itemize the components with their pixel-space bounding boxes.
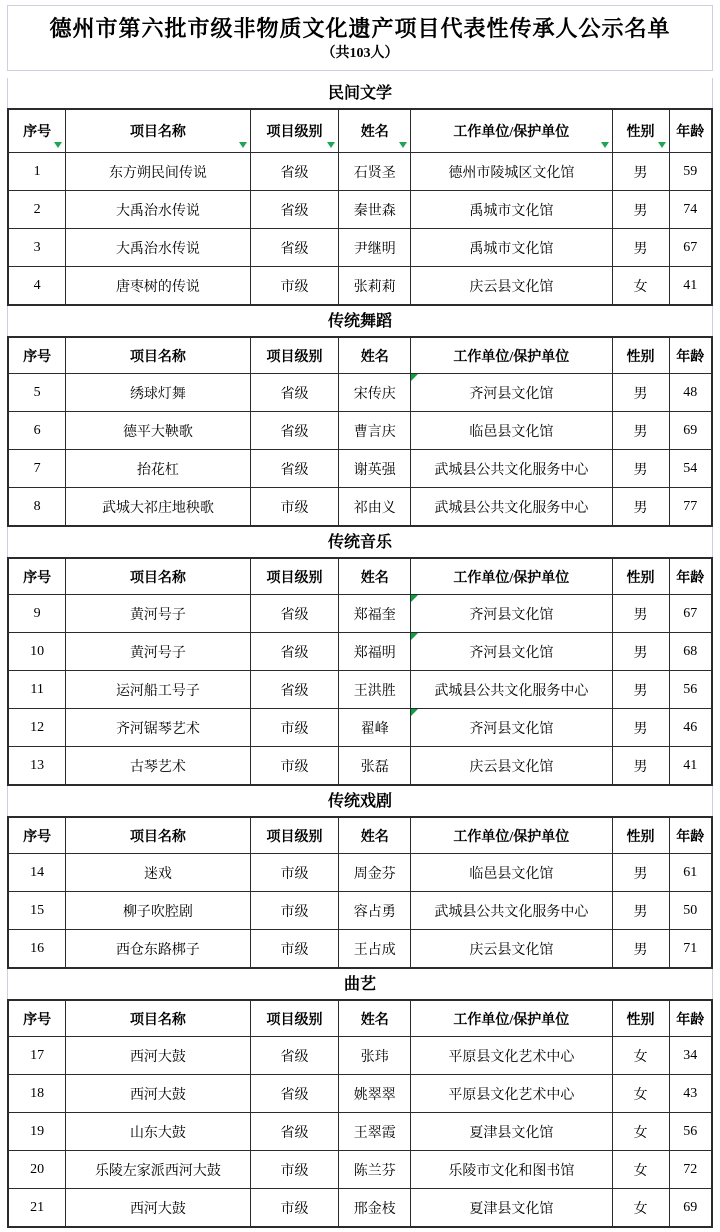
cell-no: 10 (8, 633, 66, 671)
cell-unit: 齐河县文化馆 (411, 633, 612, 671)
filter-dropdown-icon[interactable] (327, 142, 335, 148)
column-header-label: 项目级别 (266, 349, 323, 365)
filter-dropdown-icon[interactable] (601, 142, 609, 148)
column-header-label: 项目级别 (266, 829, 323, 845)
cell-project: 绣球灯舞 (66, 374, 250, 412)
cell-person: 张莉莉 (339, 267, 411, 306)
column-header-unit (411, 337, 612, 374)
cell-age: 68 (669, 633, 712, 671)
section-title: 传统戏剧 (7, 786, 713, 816)
cell-age: 56 (669, 671, 712, 709)
cell-no: 12 (8, 709, 66, 747)
cell-gender: 男 (612, 854, 669, 892)
column-header-level (250, 337, 339, 374)
cell-unit: 齐河县文化馆 (411, 374, 612, 412)
cell-project: 唐枣树的传说 (66, 267, 250, 306)
header-row (8, 817, 712, 854)
cell-no: 11 (8, 671, 66, 709)
column-header-project (66, 337, 250, 374)
section-title: 传统音乐 (7, 527, 713, 557)
cell-unit: 武城县公共文化服务中心 (411, 671, 612, 709)
column-header-label: 姓名 (360, 349, 389, 365)
cell-age: 50 (669, 892, 712, 930)
cell-person: 郑福奎 (339, 595, 411, 633)
cell-gender: 男 (612, 191, 669, 229)
section-title: 民间文学 (7, 78, 713, 108)
column-header-no (8, 558, 66, 595)
cell-no: 18 (8, 1075, 66, 1113)
table-row (8, 374, 712, 412)
cell-age: 41 (669, 747, 712, 786)
cell-comment-flag-icon (411, 595, 418, 602)
cell-no: 16 (8, 930, 66, 969)
filter-dropdown-icon[interactable] (54, 142, 62, 148)
cell-person: 郑福明 (339, 633, 411, 671)
filter-dropdown-icon[interactable] (239, 142, 247, 148)
column-header-level (250, 109, 339, 153)
column-header-label: 工作单位/保护单位 (453, 349, 570, 365)
header-row (8, 558, 712, 595)
table-row (8, 191, 712, 229)
column-header-label: 姓名 (360, 125, 389, 140)
section-title: 曲艺 (7, 969, 713, 999)
cell-age: 69 (669, 1189, 712, 1228)
column-header-unit (411, 1000, 612, 1037)
column-header-age (669, 1000, 712, 1037)
table-row (8, 267, 712, 306)
cell-level: 省级 (250, 1075, 339, 1113)
column-header-label: 项目名称 (129, 1012, 186, 1028)
cell-age: 46 (669, 709, 712, 747)
cell-gender: 女 (612, 1075, 669, 1113)
column-header-label: 姓名 (360, 570, 389, 586)
cell-level: 省级 (250, 633, 339, 671)
cell-comment-flag-icon (411, 633, 418, 640)
section-table (7, 108, 713, 306)
cell-project: 抬花杠 (66, 450, 250, 488)
column-header-unit (411, 558, 612, 595)
cell-gender: 女 (612, 1151, 669, 1189)
column-header-person (339, 337, 411, 374)
cell-age: 56 (669, 1113, 712, 1151)
column-header-label: 序号 (23, 570, 52, 586)
table-row (8, 1075, 712, 1113)
cell-person: 姚翠翠 (339, 1075, 411, 1113)
cell-project: 柳子吹腔剧 (66, 892, 250, 930)
cell-unit: 临邑县文化馆 (411, 854, 612, 892)
cell-gender: 男 (612, 747, 669, 786)
column-header-age (669, 109, 712, 153)
cell-unit: 禹城市文化馆 (411, 229, 612, 267)
cell-person: 张磊 (339, 747, 411, 786)
cell-unit: 武城县公共文化服务中心 (411, 892, 612, 930)
cell-no: 7 (8, 450, 66, 488)
table-row (8, 854, 712, 892)
cell-project: 运河船工号子 (66, 671, 250, 709)
column-header-label: 项目名称 (129, 125, 186, 140)
sections-container (7, 78, 713, 1228)
column-header-label: 项目名称 (129, 570, 186, 586)
cell-gender: 男 (612, 595, 669, 633)
column-header-label: 姓名 (360, 829, 389, 845)
cell-level: 省级 (250, 191, 339, 229)
table-row (8, 930, 712, 969)
cell-person: 翟峰 (339, 709, 411, 747)
cell-level: 省级 (250, 671, 339, 709)
cell-project: 迷戏 (66, 854, 250, 892)
section-table (7, 336, 713, 527)
column-header-no (8, 337, 66, 374)
cell-age: 48 (669, 374, 712, 412)
cell-age: 59 (669, 153, 712, 191)
table-row (8, 412, 712, 450)
column-header-unit (411, 109, 612, 153)
column-header-label: 年龄 (676, 1012, 705, 1028)
column-header-gender (612, 337, 669, 374)
cell-gender: 男 (612, 892, 669, 930)
cell-no: 2 (8, 191, 66, 229)
table-row (8, 671, 712, 709)
title-block (7, 5, 713, 71)
cell-comment-flag-icon (411, 374, 418, 381)
cell-project: 德平大鞅歌 (66, 412, 250, 450)
cell-gender: 女 (612, 1189, 669, 1228)
column-header-age (669, 337, 712, 374)
cell-level: 市级 (250, 488, 339, 527)
header-row (8, 109, 712, 153)
cell-level: 市级 (250, 709, 339, 747)
column-header-label: 工作单位/保护单位 (453, 829, 570, 845)
cell-age: 69 (669, 412, 712, 450)
column-header-project (66, 1000, 250, 1037)
cell-no: 1 (8, 153, 66, 191)
column-header-age (669, 558, 712, 595)
cell-level: 省级 (250, 153, 339, 191)
cell-level: 市级 (250, 747, 339, 786)
column-header-label: 性别 (626, 125, 655, 140)
cell-no: 21 (8, 1189, 66, 1228)
column-header-project (66, 109, 250, 153)
cell-no: 9 (8, 595, 66, 633)
cell-age: 43 (669, 1075, 712, 1113)
cell-project: 黄河号子 (66, 595, 250, 633)
column-header-label: 序号 (23, 1012, 52, 1028)
cell-project: 大禹治水传说 (66, 229, 250, 267)
column-header-label: 工作单位/保护单位 (453, 125, 570, 140)
cell-level: 省级 (250, 595, 339, 633)
cell-person: 王占成 (339, 930, 411, 969)
cell-person: 王洪胜 (339, 671, 411, 709)
cell-person: 周金芬 (339, 854, 411, 892)
column-header-gender (612, 558, 669, 595)
cell-project: 齐河锯琴艺术 (66, 709, 250, 747)
column-header-no (8, 817, 66, 854)
column-header-label: 序号 (23, 829, 52, 845)
column-header-label: 性别 (626, 1012, 655, 1028)
column-header-project (66, 558, 250, 595)
column-header-no (8, 109, 66, 153)
column-header-level (250, 558, 339, 595)
column-header-label: 项目级别 (266, 1012, 323, 1028)
column-header-label: 性别 (626, 829, 655, 845)
column-header-project (66, 817, 250, 854)
table-row (8, 1113, 712, 1151)
cell-project: 东方朔民间传说 (66, 153, 250, 191)
cell-level: 省级 (250, 450, 339, 488)
cell-gender: 男 (612, 488, 669, 527)
cell-no: 6 (8, 412, 66, 450)
cell-unit: 庆云县文化馆 (411, 267, 612, 306)
cell-project: 山东大鼓 (66, 1113, 250, 1151)
cell-level: 市级 (250, 1151, 339, 1189)
column-header-label: 年龄 (676, 349, 705, 365)
cell-no: 13 (8, 747, 66, 786)
column-header-unit (411, 817, 612, 854)
cell-project: 西仓东路梆子 (66, 930, 250, 969)
cell-person: 石贤圣 (339, 153, 411, 191)
table-row (8, 229, 712, 267)
column-header-gender (612, 109, 669, 153)
table-row (8, 450, 712, 488)
cell-project: 西河大鼓 (66, 1037, 250, 1075)
column-header-person (339, 558, 411, 595)
section-title: 传统舞蹈 (7, 306, 713, 336)
cell-person: 张玮 (339, 1037, 411, 1075)
cell-unit: 平原县文化艺术中心 (411, 1075, 612, 1113)
cell-person: 宋传庆 (339, 374, 411, 412)
column-header-person (339, 1000, 411, 1037)
table-row (8, 1037, 712, 1075)
header-row (8, 1000, 712, 1037)
column-header-no (8, 1000, 66, 1037)
cell-unit: 临邑县文化馆 (411, 412, 612, 450)
cell-no: 3 (8, 229, 66, 267)
column-header-label: 工作单位/保护单位 (453, 1012, 570, 1028)
cell-gender: 男 (612, 930, 669, 969)
column-header-label: 序号 (23, 349, 52, 365)
column-header-age (669, 817, 712, 854)
cell-age: 34 (669, 1037, 712, 1075)
table-row (8, 153, 712, 191)
cell-no: 20 (8, 1151, 66, 1189)
cell-level: 市级 (250, 267, 339, 306)
cell-unit: 乐陵市文化和图书馆 (411, 1151, 612, 1189)
header-row (8, 337, 712, 374)
cell-unit: 庆云县文化馆 (411, 930, 612, 969)
filter-dropdown-icon[interactable] (658, 142, 666, 148)
column-header-label: 性别 (626, 570, 655, 586)
cell-no: 17 (8, 1037, 66, 1075)
cell-no: 15 (8, 892, 66, 930)
cell-gender: 男 (612, 412, 669, 450)
cell-level: 市级 (250, 930, 339, 969)
table-row (8, 1151, 712, 1189)
cell-unit: 夏津县文化馆 (411, 1113, 612, 1151)
column-header-person (339, 109, 411, 153)
cell-unit: 齐河县文化馆 (411, 709, 612, 747)
cell-person: 王翠霞 (339, 1113, 411, 1151)
column-header-label: 性别 (626, 349, 655, 365)
cell-project: 黄河号子 (66, 633, 250, 671)
cell-project: 乐陵左家派西河大鼓 (66, 1151, 250, 1189)
cell-person: 祁由义 (339, 488, 411, 527)
column-header-person (339, 817, 411, 854)
column-header-label: 年龄 (676, 829, 705, 845)
table-row (8, 709, 712, 747)
cell-age: 54 (669, 450, 712, 488)
cell-person: 秦世森 (339, 191, 411, 229)
cell-person: 容占勇 (339, 892, 411, 930)
column-header-label: 项目名称 (129, 829, 186, 845)
cell-unit: 夏津县文化馆 (411, 1189, 612, 1228)
cell-level: 省级 (250, 229, 339, 267)
table-row (8, 892, 712, 930)
cell-person: 曹言庆 (339, 412, 411, 450)
cell-unit: 武城县公共文化服务中心 (411, 450, 612, 488)
cell-level: 市级 (250, 854, 339, 892)
cell-unit: 庆云县文化馆 (411, 747, 612, 786)
column-header-label: 年龄 (676, 570, 705, 586)
cell-gender: 男 (612, 229, 669, 267)
cell-person: 陈兰芬 (339, 1151, 411, 1189)
cell-no: 8 (8, 488, 66, 527)
cell-person: 邢金枝 (339, 1189, 411, 1228)
column-header-gender (612, 817, 669, 854)
table-row (8, 595, 712, 633)
cell-unit: 齐河县文化馆 (411, 595, 612, 633)
cell-no: 4 (8, 267, 66, 306)
column-header-level (250, 1000, 339, 1037)
cell-project: 大禹治水传说 (66, 191, 250, 229)
filter-dropdown-icon[interactable] (399, 142, 407, 148)
cell-level: 省级 (250, 1113, 339, 1151)
cell-gender: 女 (612, 1113, 669, 1151)
section-table (7, 557, 713, 786)
cell-age: 72 (669, 1151, 712, 1189)
cell-no: 19 (8, 1113, 66, 1151)
cell-age: 74 (669, 191, 712, 229)
cell-person: 谢英强 (339, 450, 411, 488)
cell-project: 西河大鼓 (66, 1189, 250, 1228)
cell-gender: 男 (612, 633, 669, 671)
column-header-gender (612, 1000, 669, 1037)
cell-level: 省级 (250, 1037, 339, 1075)
cell-age: 71 (669, 930, 712, 969)
page-title: 德州市第六批市级非物质文化遗产项目代表性传承人公示名单 (49, 16, 671, 41)
cell-level: 市级 (250, 1189, 339, 1228)
column-header-level (250, 817, 339, 854)
cell-no: 5 (8, 374, 66, 412)
section-table (7, 816, 713, 969)
cell-age: 67 (669, 595, 712, 633)
cell-unit: 武城县公共文化服务中心 (411, 488, 612, 527)
cell-gender: 男 (612, 671, 669, 709)
page-subtitle: （共103人） (321, 46, 399, 61)
cell-level: 省级 (250, 374, 339, 412)
cell-age: 61 (669, 854, 712, 892)
cell-gender: 男 (612, 450, 669, 488)
cell-person: 尹继明 (339, 229, 411, 267)
table-row (8, 1189, 712, 1228)
column-header-label: 项目名称 (129, 349, 186, 365)
cell-no: 14 (8, 854, 66, 892)
cell-age: 67 (669, 229, 712, 267)
cell-gender: 女 (612, 1037, 669, 1075)
cell-comment-flag-icon (411, 709, 418, 716)
cell-gender: 男 (612, 709, 669, 747)
cell-project: 西河大鼓 (66, 1075, 250, 1113)
table-row (8, 747, 712, 786)
cell-gender: 男 (612, 153, 669, 191)
table-row (8, 633, 712, 671)
column-header-label: 年龄 (676, 125, 705, 140)
column-header-label: 序号 (23, 125, 52, 140)
cell-gender: 女 (612, 267, 669, 306)
cell-gender: 男 (612, 374, 669, 412)
cell-age: 77 (669, 488, 712, 527)
cell-age: 41 (669, 267, 712, 306)
cell-unit: 德州市陵城区文化馆 (411, 153, 612, 191)
column-header-label: 项目级别 (266, 570, 323, 586)
table-row (8, 488, 712, 527)
cell-level: 省级 (250, 412, 339, 450)
cell-unit: 平原县文化艺术中心 (411, 1037, 612, 1075)
cell-project: 古琴艺术 (66, 747, 250, 786)
cell-level: 市级 (250, 892, 339, 930)
section-table (7, 999, 713, 1228)
column-header-label: 工作单位/保护单位 (453, 570, 570, 586)
cell-project: 武城大祁庄地秧歌 (66, 488, 250, 527)
column-header-label: 项目级别 (266, 125, 323, 140)
cell-unit: 禹城市文化馆 (411, 191, 612, 229)
column-header-label: 姓名 (360, 1012, 389, 1028)
